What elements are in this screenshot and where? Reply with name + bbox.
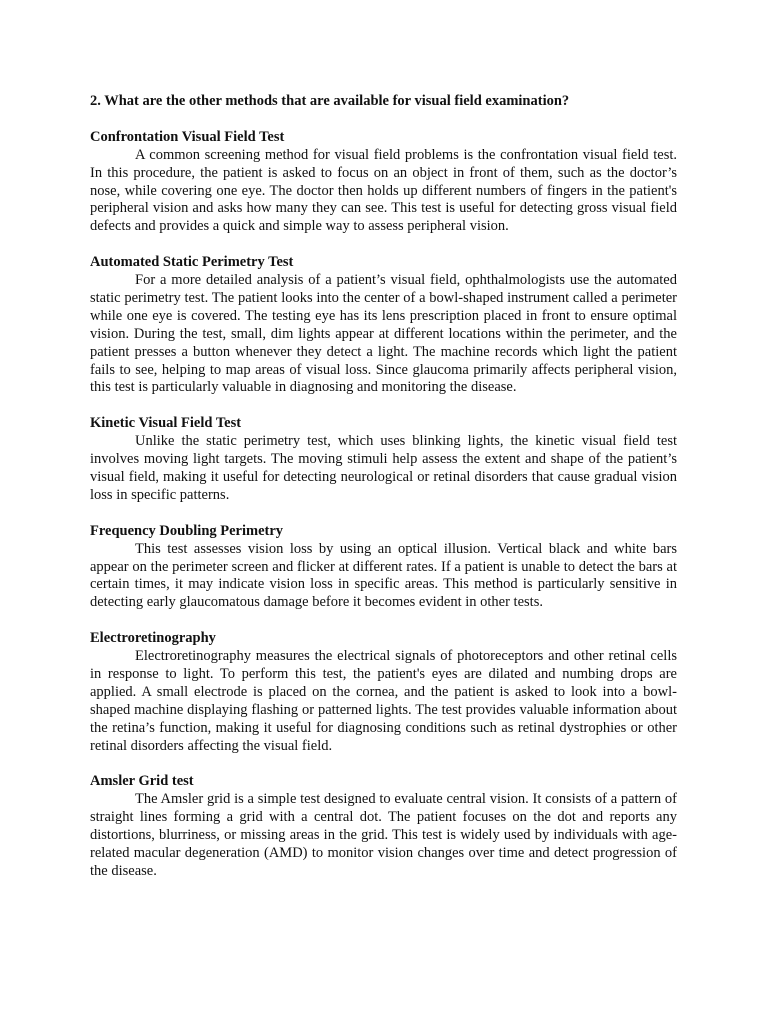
section-heading: Electroretinography <box>90 630 216 647</box>
section-heading: Frequency Doubling Perimetry <box>90 522 284 539</box>
section-heading: Amsler Grid test <box>90 773 194 790</box>
section-frequency-doubling-perimetry <box>90 523 677 613</box>
section-paragraph: Electroretinography measures the electrical signals of photoreceptors and other retinal cells in response to light. To perform this test, the patient's eyes are dilated and numbing drops are applied. A small electrode is placed on the cornea, and the patient is asked to look into a bowl-shaped machine displaying flashing or patterned lights. The test provides valuable information about the retina’s function, making it useful for diagnosing conditions such as retinal dystrophies or other retinal disorders affecting the visual field. <box>90 648 677 754</box>
section-automated-static-perimetry <box>90 254 677 397</box>
section-paragraph: This test assesses vision loss by using an optical illusion. Vertical black and white bars appear on the perimeter screen and flicker at different rates. If a patient is unable to detect the bars at certain times, it may indicate vision loss in specific areas. This method is particularly sensitive in detecting early glaucomatous damage before it becomes evident in other tests. <box>90 540 677 611</box>
section-heading: Confrontation Visual Field Test <box>90 128 285 145</box>
section-paragraph: The Amsler grid is a simple test designed to evaluate central vision. It consists of a pattern of straight lines forming a grid with a central dot. The patient focuses on the dot and reports any distortions, blurriness, or missing areas in the grid. This test is widely used by individuals with age-related macular degeneration (AMD) to monitor vision changes over time and detect progression of the disease. <box>90 791 677 879</box>
section-amsler-grid <box>90 773 677 880</box>
section-heading: Automated Static Perimetry Test <box>90 254 294 271</box>
section-confrontation <box>90 129 677 236</box>
document-page <box>90 93 677 899</box>
section-paragraph: A common screening method for visual field problems is the confrontation visual field test. In this procedure, the patient is asked to focus on an object in front of them, such as the doctor’s nose, while covering one eye. The doctor then holds up different numbers of fingers in the patient's peripheral vision and asks how many they can see. This test is useful for detecting gross visual field defects and provides a quick and simple way to assess peripheral vision. <box>90 146 677 235</box>
section-heading: Kinetic Visual Field Test <box>90 415 242 432</box>
section-paragraph: Unlike the static perimetry test, which uses blinking lights, the kinetic visual field test involves moving light targets. The moving stimuli help assess the extent and shape of the patient’s visual field, making it useful for detecting neurological or retinal disorders that cause gradual vision loss in specific patterns. <box>90 433 677 503</box>
question-heading: 2. What are the other methods that are available for visual field examination? <box>90 93 570 109</box>
section-paragraph: For a more detailed analysis of a patient’s visual field, ophthalmologists use the automated static perimetry test. The patient looks into the center of a bowl-shaped instrument called a perimeter while one eye is covered. The testing eye has its lens prescription placed in front to ensure optimal vision. During the test, small, dim lights appear at different locations within the perimeter, and the patient presses a button whenever they detect a light. The machine records which light the patient fails to see, helping to map areas of visual loss. Since glaucoma primarily affects peripheral vision, this test is particularly valuable in diagnosing and monitoring the disease. <box>90 272 677 396</box>
section-electroretinography <box>90 630 677 755</box>
section-kinetic-visual-field <box>90 415 677 505</box>
